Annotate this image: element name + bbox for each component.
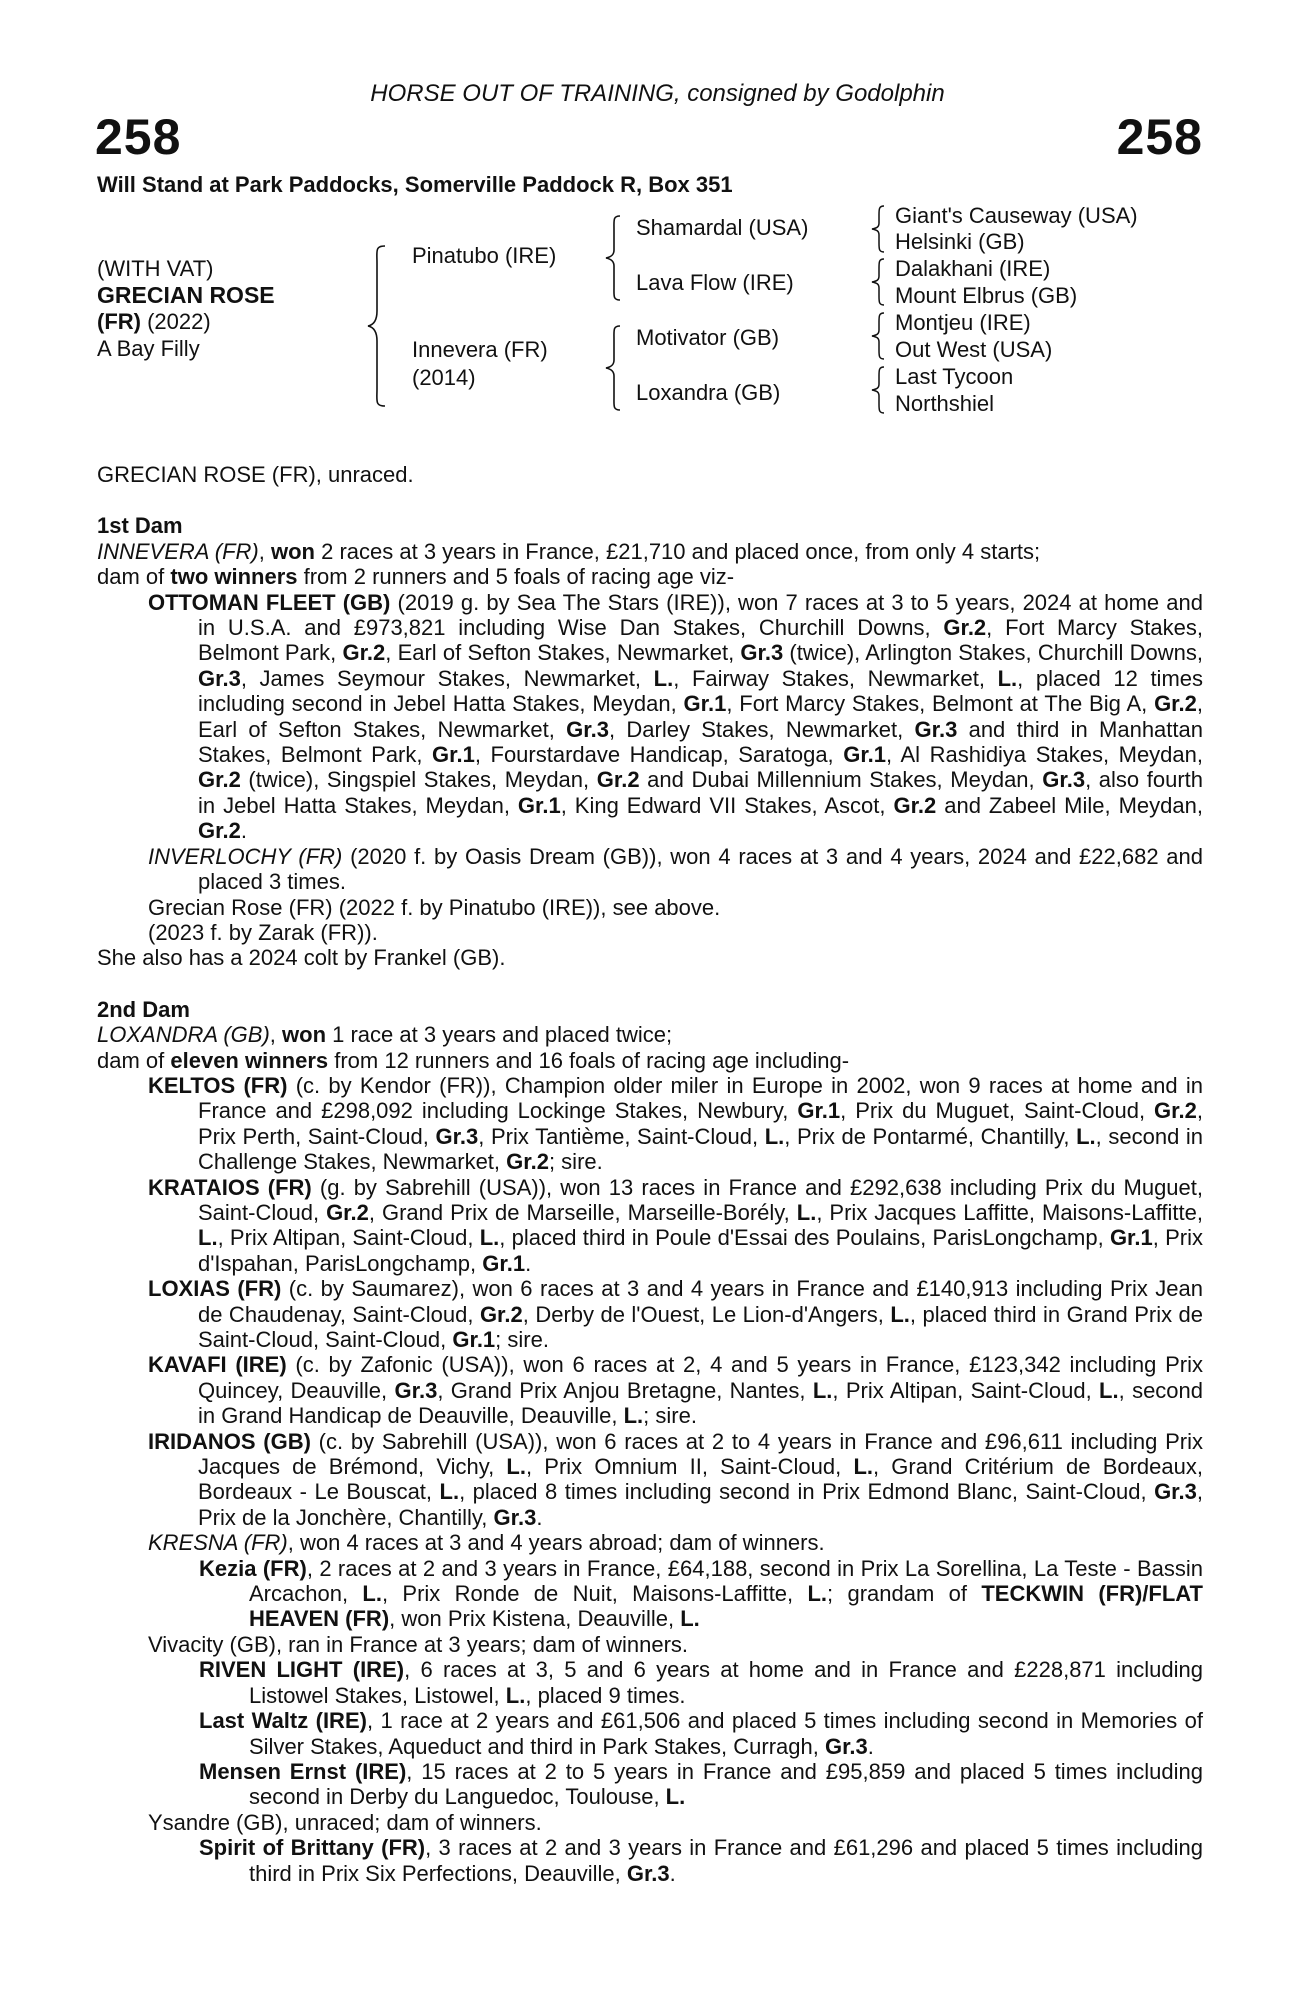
dam-year: (2014) [412, 365, 476, 390]
produce-vivacity: Vivacity (GB), ran in France at 3 years; dam of winners. [148, 1631, 689, 1657]
produce-spirit-of-brittany: Spirit of Brittany (FR), 3 races at 2 and 3 years in France and £61,296 and placed 5 times including third in Prix Six Perfections, Deauville, Gr.3. [199, 1835, 1203, 1886]
produce-krataios: KRATAIOS (FR) (g. by Sabrehill (USA)), won 13 races in France and £292,638 including Prix du Muguet, Saint-Cloud, Gr.2, Grand Prix de Marseille, Marseille-Borély, L., Prix Jacques Laffitte, Maisons-Laffitte, L., Prix Altipan, Saint-Cloud, L., placed third in Poule d'Essai des Poulains, ParisLongchamp, Gr.1, Prix d'Ispahan, ParisLongchamp, Gr.1. [148, 1174, 1204, 1276]
ggp-1: Giant's Causeway (USA) [895, 203, 1138, 228]
produce-2024-colt: She also has a 2024 colt by Frankel (GB). [97, 945, 506, 971]
brace-gen2-bottom [602, 323, 626, 413]
brace-gen3-1 [868, 203, 890, 255]
first-dam-record: INNEVERA (FR), won 2 races at 3 years in France, £21,710 and placed once, from only 4 starts; [97, 538, 1041, 564]
ggp-5: Montjeu (IRE) [895, 310, 1031, 335]
horse-description: A Bay Filly [97, 336, 200, 361]
produce-mensen-ernst: Mensen Ernst (IRE), 15 races at 2 to 5 years in France and £95,859 and placed 5 times including second in Derby du Languedoc, Toulouse, L. [199, 1758, 1204, 1810]
consignment-header: HORSE OUT OF TRAINING, consigned by Godolphin [370, 80, 945, 107]
intro-line: GRECIAN ROSE (FR), unraced. [97, 462, 414, 487]
lot-number-right: 258 [1116, 109, 1203, 165]
dam: Innevera (FR) [412, 337, 548, 362]
brace-gen3-2 [868, 256, 890, 308]
produce-last-waltz: Last Waltz (IRE), 1 race at 2 years and £61,506 and placed 5 times including second in Memories of Silver Stakes, Aqueduct and third in Park Stakes, Curragh, Gr.3. [199, 1708, 1203, 1759]
brace-gen3-3 [868, 310, 890, 362]
produce-ottoman-fleet: OTTOMAN FLEET (GB) (2019 g. by Sea The Stars (IRE)), won 7 races at 3 to 5 years, 2024 at home and in U.S.A. and £973,821 including Wise Dan Stakes, Churchill Downs, Gr.2, Fort Marcy Stakes, Belmont Park, Gr.2, Earl of Sefton Stakes, Newmarket, Gr.3 (twice), Arlington Stakes, Churchill Downs, Gr.3, James Seymour Stakes, Newmarket, L., Fairway Stakes, Newmarket, L., placed 12 times including second in Jebel Hatta Stakes, Meydan, Gr.1, Fort Marcy Stakes, Belmont at The Big A, Gr.2, Earl of Sefton Stakes, Newmarket, Gr.3, Darley Stakes, Newmarket, Gr.3 and third in Manhattan Stakes, Belmont Park, Gr.1, Fourstardave Handicap, Saratoga, Gr.1, Al Rashidiya Stakes, Meydan, Gr.2 (twice), Singspiel Stakes, Meydan, Gr.2 and Dubai Millennium Stakes, Meydan, Gr.3, also fourth in Jebel Hatta Stakes, Meydan, Gr.1, King Edward VII Stakes, Ascot, Gr.2 and Zabeel Mile, Meydan, Gr.2. [148, 589, 1204, 844]
produce-2023-foal: (2023 f. by Zarak (FR)). [148, 919, 378, 945]
sire: Pinatubo (IRE) [412, 243, 557, 268]
dam-sire: Motivator (GB) [636, 325, 780, 350]
ggp-6: Out West (USA) [895, 337, 1053, 362]
brace-gen1 [365, 243, 395, 409]
produce-iridanos: IRIDANOS (GB) (c. by Sabrehill (USA)), won 6 races at 2 to 4 years in France and £96,611 including Prix Jacques de Brémond, Vichy, L., Prix Omnium II, Saint-Cloud, L., Grand Critérium de Bordeaux, Bordeaux - Le Bouscat, L., placed 8 times including second in Prix Edmond Blanc, Saint-Cloud, Gr.3, Prix de la Jonchère, Chantilly, Gr.3. [148, 1428, 1203, 1530]
sire-dam: Lava Flow (IRE) [636, 270, 794, 295]
sire-sire: Shamardal (USA) [636, 215, 809, 240]
horse-name: GRECIAN ROSE [97, 282, 275, 308]
second-dam-heading: 2nd Dam [97, 996, 190, 1022]
brace-gen3-4 [868, 364, 890, 416]
ggp-8: Northshiel [895, 391, 995, 416]
ggp-4: Mount Elbrus (GB) [895, 283, 1078, 308]
ggp-3: Dalakhani (IRE) [895, 256, 1051, 281]
ggp-2: Helsinki (GB) [895, 229, 1025, 254]
produce-loxias: LOXIAS (FR) (c. by Saumarez), won 6 races at 3 and 4 years in France and £140,913 including Prix Jean de Chaudenay, Saint-Cloud, Gr.2, Derby de l'Ouest, Le Lion-d'Angers, L., placed third in Grand Prix de Saint-Cloud, Saint-Cloud, Gr.1; sire. [148, 1276, 1204, 1352]
lot-number-left: 258 [95, 109, 182, 165]
produce-riven-light: RIVEN LIGHT (IRE), 6 races at 3, 5 and 6 years at home and in France and £228,871 including Listowel Stakes, Listowel, L., placed 9 times. [199, 1657, 1203, 1708]
brace-gen2-top [602, 213, 626, 303]
second-dam-record: LOXANDRA (GB), won 1 race at 3 years and placed twice; [97, 1022, 673, 1048]
catalogue-body [97, 462, 1203, 1886]
produce-grecian-rose: Grecian Rose (FR) (2022 f. by Pinatubo (IRE)), see above. [148, 894, 721, 920]
first-dam-heading: 1st Dam [97, 513, 183, 539]
dam-dam: Loxandra (GB) [636, 380, 781, 405]
produce-kresna: KRESNA (FR), won 4 races at 3 and 4 years abroad; dam of winners. [148, 1530, 825, 1556]
horse-name-origin: (FR) (2022) [97, 309, 211, 334]
stand-location: Will Stand at Park Paddocks, Somerville Paddock R, Box 351 [97, 172, 733, 197]
produce-kavafi: KAVAFI (IRE) (c. by Zafonic (USA)), won 6 races at 2, 4 and 5 years in France, £123,342 including Prix Quincey, Deauville, Gr.3, Grand Prix Anjou Bretagne, Nantes, L., Prix Altipan, Saint-Cloud, L., second in Grand Handicap de Deauville, Deauville, L.; sire. [148, 1352, 1204, 1429]
ggp-7: Last Tycoon [895, 364, 1014, 389]
second-dam-produce: dam of eleven winners from 12 runners and 16 foals of racing age including- [97, 1047, 850, 1073]
vat-note: (WITH VAT) [97, 256, 214, 281]
produce-inverlochy: INVERLOCHY (FR) (2020 f. by Oasis Dream (GB)), won 4 races at 3 and 4 years, 2024 and £22,682 and placed 3 times. [148, 843, 1203, 895]
produce-ysandre: Ysandre (GB), unraced; dam of winners. [148, 1809, 542, 1835]
first-dam-produce: dam of two winners from 2 runners and 5 foals of racing age viz- [97, 564, 735, 590]
produce-kezia: Kezia (FR), 2 races at 2 and 3 years in France, £64,188, second in Prix La Sorellina, La Teste - Bassin Arcachon, L., Prix Ronde de Nuit, Maisons-Laffitte, L.; grandam of TECKWIN (FR)/FLAT HEAVEN (FR), won Prix Kistena, Deauville, L. [199, 1555, 1203, 1632]
produce-keltos: KELTOS (FR) (c. by Kendor (FR)), Champion older miler in Europe in 2002, won 9 races at home and in France and £298,092 including Lockinge Stakes, Newbury, Gr.1, Prix du Muguet, Saint-Cloud, Gr.2, Prix Perth, Saint-Cloud, Gr.3, Prix Tantième, Saint-Cloud, L., Prix de Pontarmé, Chantilly, L., second in Challenge Stakes, Newmarket, Gr.2; sire. [148, 1072, 1204, 1175]
